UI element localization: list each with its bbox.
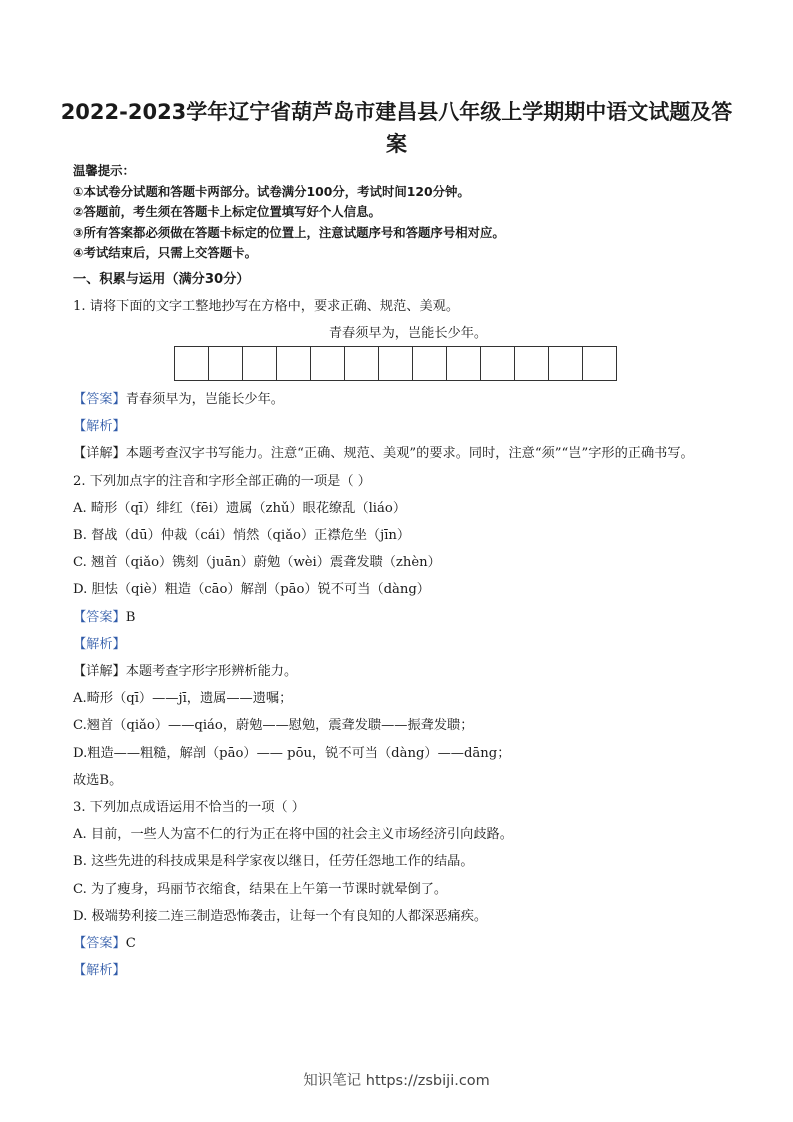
detail-text: 本题考查汉字书写能力。注意“正确、规范、美观”的要求。同时，注意“须”“岂”字形的正确书写。 xyxy=(125,446,694,462)
tips-item: ④考试结束后，只需上交答题卡。 xyxy=(73,245,257,261)
grid-cell xyxy=(515,347,549,380)
detail-line: D.粗造——粗糙，解剖（pāo）—— pōu，锐不可当（dàng）——dāng； xyxy=(73,745,511,761)
grid-cell xyxy=(379,347,413,380)
question-body xyxy=(73,386,723,984)
writing-grid xyxy=(174,346,617,381)
grid-cell xyxy=(345,347,379,380)
tips-item: ①本试卷分试题和答题卡两部分。试卷满分100分，考试时间120分钟。 xyxy=(73,183,470,199)
option-a: A. 畸形（qī）绯红（fēi）遗属（zhǔ）眼花缭乱（liáo） xyxy=(73,500,407,516)
document-title: 2022-2023学年辽宁省葫芦岛市建昌县八年级上学期期中语文试题及答案 xyxy=(60,100,733,156)
analysis-tag: 【解析】 xyxy=(73,636,126,652)
tips-item: ②答题前，考生须在答题卡上标定位置填写好个人信息。 xyxy=(73,204,381,220)
analysis-tag: 【解析】 xyxy=(73,419,126,435)
grid-cell xyxy=(277,347,311,380)
detail-line: C.翘首（qiǎo）——qiáo，蔚勉——慰勉，震聋发聩——振聋发聩； xyxy=(73,718,474,734)
poem-line: 青春须早为，岂能长少年。 xyxy=(328,326,488,342)
answer-line xyxy=(73,386,723,413)
grid-cell xyxy=(209,347,243,380)
grid-cell xyxy=(311,347,345,380)
analysis-tag: 【解析】 xyxy=(73,963,126,979)
answer-text: C xyxy=(125,936,136,952)
option-c: C. 翘首（qiǎo）镌刻（juān）蔚勉（wèi）震聋发聩（zhèn） xyxy=(73,555,441,571)
detail-text: 本题考查字形字形辨析能力。 xyxy=(125,664,298,680)
grid-cell xyxy=(447,347,481,380)
tips-block xyxy=(73,161,723,264)
option-b: B. 这些先进的科技成果是科学家夜以继日，任劳任怨地工作的结晶。 xyxy=(73,854,474,870)
answer-text: B xyxy=(125,609,136,625)
detail-paragraph xyxy=(73,658,723,685)
detail-line: A.畸形（qī）——jī，遗属——遗嘱； xyxy=(73,691,293,707)
grid-cell xyxy=(583,347,616,380)
answer-line xyxy=(73,604,723,631)
answer-tag: 【答案】 xyxy=(73,936,126,952)
option-a: A. 目前，一些人为富不仁的行为正在将中国的社会主义市场经济引向歧路。 xyxy=(73,827,513,843)
question-stem: 3. 下列加点成语运用不恰当的一项（ ） xyxy=(73,800,305,816)
detail-tag: 【详解】 xyxy=(73,664,126,680)
option-b: B. 督战（dū）仲裁（cái）悄然（qiǎo）正襟危坐（jīn） xyxy=(73,528,411,544)
grid-cell xyxy=(175,347,209,380)
footer-watermark[interactable]: 知识笔记 https://zsbiji.com xyxy=(303,1073,490,1089)
detail-paragraph xyxy=(73,440,723,467)
detail-line: 故选B。 xyxy=(73,772,123,788)
option-d: D. 极端势利接二连三制造恐怖袭击，让每一个有良知的人都深恶痛疾。 xyxy=(73,908,488,924)
grid-cell xyxy=(549,347,583,380)
tips-heading: 温馨提示： xyxy=(73,163,135,178)
detail-tag: 【详解】 xyxy=(73,446,126,462)
grid-cell xyxy=(481,347,515,380)
answer-line xyxy=(73,930,723,957)
grid-cell xyxy=(243,347,277,380)
question-stem: 1. 请将下面的文字工整地抄写在方格中，要求正确、规范、美观。 xyxy=(73,299,460,315)
section-heading-block xyxy=(73,266,723,348)
option-c: C. 为了瘦身，玛丽节衣缩食，结果在上午第一节课时就晕倒了。 xyxy=(73,881,448,897)
section-heading: 一、积累与运用（满分30分） xyxy=(73,272,250,287)
answer-tag: 【答案】 xyxy=(73,392,126,407)
option-d: D. 胆怯（qiè）粗造（cāo）解剖（pāo）锐不可当（dàng） xyxy=(73,582,430,598)
answer-text: 青春须早为，岂能长少年。 xyxy=(125,392,284,407)
tips-item: ③所有答案都必须做在答题卡标定的位置上，注意试题序号和答题序号相对应。 xyxy=(73,224,505,240)
grid-cell xyxy=(413,347,447,380)
answer-tag: 【答案】 xyxy=(73,609,126,625)
question-stem: 2. 下列加点字的注音和字形全部正确的一项是（ ） xyxy=(73,473,371,489)
